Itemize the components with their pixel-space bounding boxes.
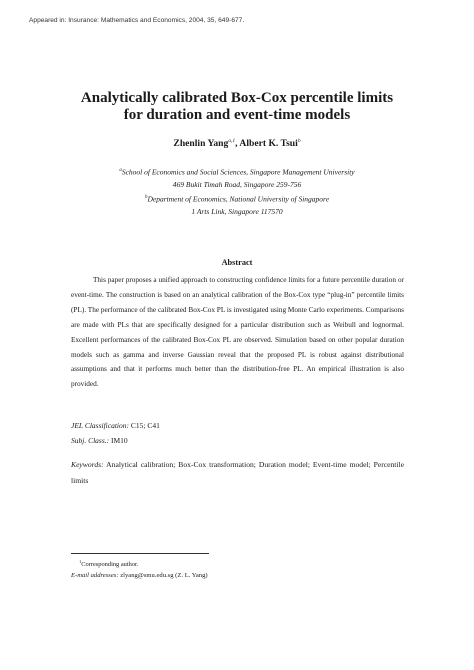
- author-1: Zhenlin Yang: [173, 138, 229, 150]
- paper-title: [0, 90, 474, 124]
- affiliation-line-3: [0, 191, 474, 206]
- footnote-mark: 1: [79, 559, 82, 564]
- affiliation-mark-a: a: [119, 168, 122, 173]
- subj-value: IM10: [109, 436, 128, 445]
- subj-label: Subj. Class.:: [71, 436, 110, 445]
- author-1-affil-mark: a,1: [228, 138, 236, 144]
- affiliation-text-4: 1 Arts Link, Singapore 117570: [191, 207, 283, 216]
- affiliation-text-1: School of Economics and Social Sciences, Singapore Management University: [121, 167, 355, 177]
- subject-class: [71, 436, 128, 445]
- abstract-heading: Abstract: [221, 258, 253, 267]
- author-separator: ,: [235, 138, 240, 150]
- author-list: [0, 138, 474, 149]
- affiliation-line-1: [0, 164, 474, 179]
- title-line-1: Analytically calibrated Box-Cox percentile limits: [80, 90, 394, 106]
- jel-classification: [71, 421, 160, 430]
- publication-note: Appeared in: Insurance: Mathematics and Economics, 2004, 35, 649-677.: [29, 17, 245, 24]
- affiliation-line-4: [0, 205, 474, 219]
- email-value: zlyang@smu.edu.sg (Z. L. Yang): [118, 572, 208, 579]
- jel-label: JEL Classification:: [71, 421, 129, 430]
- affiliation-mark-b: b: [144, 195, 148, 200]
- author-2-affil-mark: b: [297, 138, 301, 144]
- affiliation-line-2: [0, 178, 474, 192]
- author-2: Albert K. Tsui: [239, 138, 298, 150]
- keywords-label: Keywords:: [71, 460, 104, 469]
- footnote-rule: [71, 553, 209, 554]
- title-line-2: for duration and event-time models: [123, 107, 351, 123]
- affiliation-text-3: Department of Economics, National University of Singapore: [147, 194, 330, 204]
- footnote-corresponding-text: Corresponding author.: [81, 561, 139, 569]
- affiliation-text-2: 469 Bukit Timah Road, Singapore 259-756: [172, 180, 302, 189]
- footnote-corresponding: [79, 559, 138, 568]
- abstract-text: This paper proposes a unified approach to constructing confidence limits for a future percentile duration or event-time. The construction is based on an analytical calibration of the Box-Cox type “plug-in” percentile limits (PL). The performance of the calibrated Box-Cox PL is investigated using Monte Carlo experiments. Comparisons are made with PLs that are specifically designed for a particular distribution such as Weibull and lognormal. Excellent performances of the calibrated Box-Cox PL are observed. Simulation based on other popular duration models such as gamma and inverse Gaussian reveal that the proposed PL is robust against distributional assumptions and that it performs much better than the distribution-free PL. An empirical illustration is also provided.: [71, 276, 404, 389]
- keywords-value: Analytical calibration; Box-Cox transformation; Duration model; Event-time model; Percentile limits: [71, 460, 404, 485]
- keywords: [71, 457, 404, 488]
- jel-value: C15; C41: [129, 421, 160, 430]
- email-label: E-mail addresses:: [71, 572, 119, 579]
- footnote-email: [71, 572, 208, 579]
